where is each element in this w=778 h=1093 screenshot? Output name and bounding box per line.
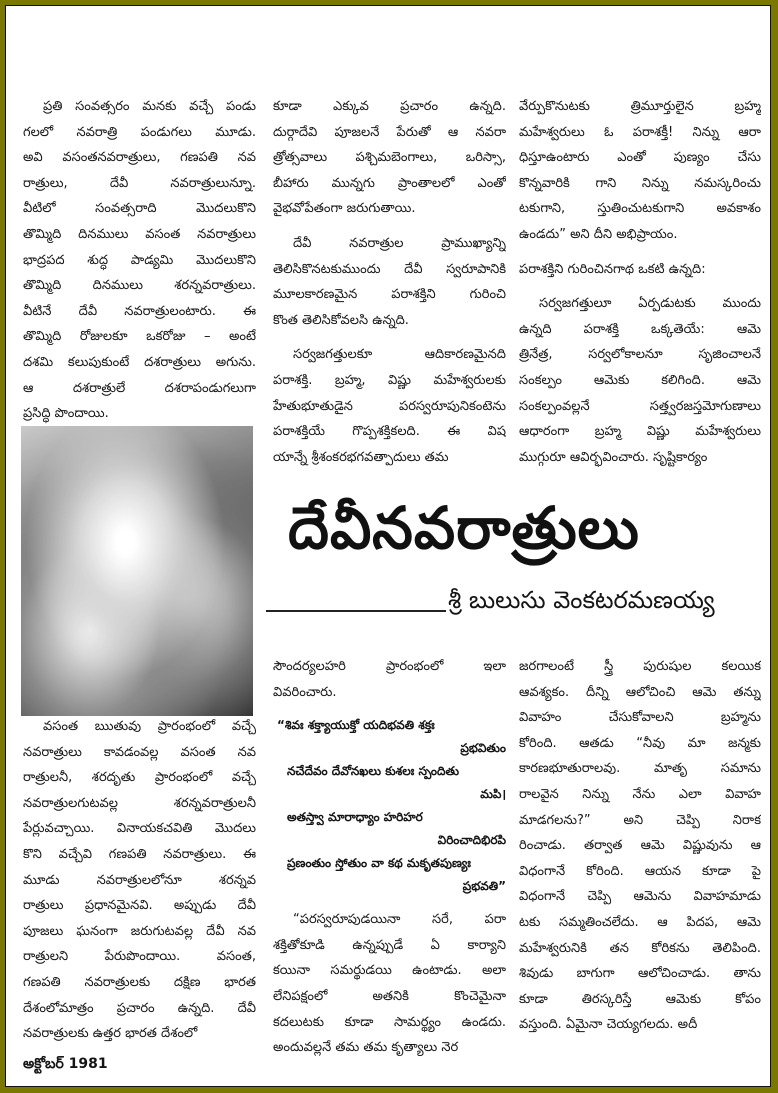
text-line: అవి వసంతనవరాత్రులు, గణపతి నవ xyxy=(23,150,256,166)
text-line: కొంత తెలిసికోవలసి ఉన్నది. xyxy=(273,312,409,328)
magazine-page xyxy=(5,5,771,1087)
text-line: ప్రభవతి” xyxy=(462,879,506,894)
text-line: అందువల్లనే తమ తమ కృత్యాలు నెర xyxy=(273,1040,459,1056)
column-3-top xyxy=(519,94,761,479)
paragraph xyxy=(519,291,761,470)
text-line: గణపతి నవరాత్రులకు దక్షిణ భారత xyxy=(23,974,256,990)
text-line: ఆవశ్యకం. దీన్ని ఆలోచించి ఆమె తన్ను xyxy=(519,684,761,700)
text-line: టకుగాని, స్తుతించుటకుగాని అవకాశం xyxy=(519,201,761,217)
text-line: సౌందర్యలహరి ప్రారంభంలో ఇలా xyxy=(273,659,506,674)
text-line: సంకల్పంవల్లనే సత్త్వరజస్తమోగుణాలు xyxy=(519,398,761,414)
text-line: రించాడు. తర్వాత ఆమె విష్ణువును ఆ xyxy=(519,838,761,854)
text-line: భాద్రపద శుద్ధ పాడ్యమి మొదలుకొని xyxy=(23,252,256,268)
text-line: కయినా సమర్థుడయి ఉంటాడు. అలా xyxy=(273,963,506,979)
paragraph xyxy=(519,94,761,248)
paragraph xyxy=(273,231,506,333)
paragraph xyxy=(273,342,506,470)
text-line: మహేశ్వరులు ఓ పరాశక్తీ! నిన్ను ఆరా xyxy=(519,124,761,140)
text-line: తెలిసికొనటకుముందు దేవీ స్వరూపానికి xyxy=(273,261,506,277)
article-title: దేవీనవరాత్రులు xyxy=(288,494,640,562)
text-line: పరాశక్తియే గొప్పశక్తికలది. ఈ విష xyxy=(273,424,506,440)
text-line: పేర్లువచ్చాయి. వినాయకచవితి మొదలు xyxy=(23,821,256,837)
text-line: దశమి కలుపుకుంటే దశరాత్రులు అగును. xyxy=(23,354,256,370)
text-line: శక్తితోకూడి ఉన్నప్పుడే ఏ కార్యాని xyxy=(273,937,506,953)
column-1-bottom xyxy=(23,714,256,1056)
text-line: తొమ్మిది దినములు వసంత నవరాత్రులు xyxy=(23,226,256,242)
text-line: వివాహం చేసుకోవాలని బ్రహ్మను xyxy=(519,710,761,726)
text-line: కారణభూతురాలవు. మాతృ సమాను xyxy=(519,761,761,777)
column-1-top xyxy=(23,94,256,436)
text-line: సర్వజగత్తులూ ఏర్పడుటకు ముందు xyxy=(539,296,761,312)
text-line: విరించాదిభిరపి xyxy=(437,833,506,848)
text-line: పూజలు ఘనంగా జరుగుటవల్ల దేవీ నవ xyxy=(23,923,256,939)
text-line: వివరించారు. xyxy=(273,684,337,700)
text-line: టకు సమ్మతించలేదు. ఆ పిదప, ఆమె xyxy=(519,914,761,930)
goddess-sculpture-photo xyxy=(21,426,253,716)
paragraph xyxy=(23,94,256,427)
paragraph xyxy=(273,654,506,705)
text-line: కోరింది. ఆతడు “నీవు మా జన్మకు xyxy=(519,735,761,751)
column-2-top xyxy=(273,94,506,479)
text-line: త్రోత్సవాలు పశ్చిమబెంగాలు, ఒరిస్సా, xyxy=(273,150,506,166)
text-line: ఆ దశరాత్రులే దశరాపండుగలుగా xyxy=(23,380,256,396)
text-line: నవరాత్రులగుటవల్ల శరన్నవరాత్రులనీ xyxy=(23,795,256,811)
text-line: ఉండదు” అని దీని అభిప్రాయం. xyxy=(519,226,678,242)
text-line: సంకల్పం ఆమెకు కలిగింది. ఆమె xyxy=(519,372,761,388)
column-3-bottom xyxy=(519,654,761,1047)
text-line: ఆధారంగా బ్రహ్మ విష్ణు మహేశ్వరులు xyxy=(519,424,761,440)
text-line: నవరాత్రులకు ఉత్తర భారత దేశంలో xyxy=(23,1026,198,1042)
text-line: యాన్నే శ్రీశంకరభగవత్పాదులు తమ xyxy=(273,449,449,465)
text-line: బీహారు మున్నగు ప్రాంతాలలో ఎంతో xyxy=(273,175,506,191)
text-line: పరాశక్తి. బ్రహ్మ, విష్ణు మహేశ్వరులకు xyxy=(273,372,506,388)
text-line: హేతుభూతుడైన పరస్వరూపునికంటెను xyxy=(273,398,506,414)
text-line: మూలకారణమైన పరాశక్తిని గురించి xyxy=(273,287,506,303)
text-line: విధంగానే చెప్పి ఆమెను వివాహమాడు xyxy=(519,889,761,905)
text-line: దేవీ నవరాత్రుల ప్రాముఖ్యాన్ని xyxy=(293,235,506,251)
byline-rule xyxy=(266,610,446,612)
text-line: మహేశ్వరునికి తన కోరికను తెలిపింది. xyxy=(519,940,761,956)
column-2-bottom xyxy=(273,654,506,1070)
text-line: వేర్పుకొనుటకు త్రిమూర్తులైన బ్రహ్మ xyxy=(519,99,761,114)
text-line: పరాశక్తిని గురించినగాథ ఒకటి ఉన్నది: xyxy=(519,261,706,277)
text-line: ప్రసిద్ధి పొందాయి. xyxy=(23,406,109,422)
paragraph xyxy=(519,257,761,283)
text-line: కూడా తిరస్కరిస్తే ఆమెకు కోపం xyxy=(519,991,761,1007)
article-byline: శ్రీ బులుసు వెంకటరమణయ్య xyxy=(448,586,715,614)
text-line: వైభవోపేతంగా జరుగుతాయి. xyxy=(273,201,416,217)
text-line: గలలో నవరాత్రి పండుగలు మూడు. xyxy=(23,124,256,140)
paragraph xyxy=(23,714,256,1047)
text-line: దేశంలోమాత్రం ప్రచారం ఉన్నది. దేవీ xyxy=(23,1000,256,1016)
issue-date: అక్టోబర్ 1981 xyxy=(23,1056,108,1072)
text-line: కూడా ఎక్కువ ప్రచారం ఉన్నది. xyxy=(273,99,506,114)
text-line: తొమ్మిది దినములు శరన్నవరాత్రులు. xyxy=(23,278,256,294)
text-line: రాత్రులని పేరుపొందాయి. వసంత, xyxy=(23,949,256,965)
text-line: త్రినేత్ర, సర్వలోకాలనూ సృజించాలనే xyxy=(519,347,761,363)
text-line: వీటిలో సంవత్సరాది మొదలుకొని xyxy=(23,201,256,217)
text-line: మపి। xyxy=(480,787,506,802)
text-line: కొన్నవారికి గాని నిన్ను నమస్కరించు xyxy=(519,175,761,191)
text-line: ముగ్గురూ ఆవిర్భవించారు. సృష్టికార్యం xyxy=(519,449,708,465)
paragraph xyxy=(273,94,506,222)
text-line: మూడు నవరాత్రులలోనూ శరన్నవ xyxy=(23,872,256,888)
text-line: “పరస్వరూపుడయినా సరే, పరా xyxy=(293,912,506,928)
paragraph xyxy=(519,654,761,1038)
text-line: ఉన్నది పరాశక్తి ఒక్కతెయే: ఆమె xyxy=(519,321,761,337)
text-line: నచేదేవం దేవోనఖలు కుశలః స్పందితు xyxy=(287,764,459,779)
text-line: అతస్త్వా మారాధ్యాం హరిహర xyxy=(287,810,423,825)
text-line: ప్రణంతుం స్తోతుం వా కథ మకృతపుణ్యః xyxy=(287,856,471,871)
text-line: వీటినే దేవీ నవరాత్రులంటారు. ఈ xyxy=(23,303,256,319)
text-line: రాత్రులు ప్రధానమైనవి. అప్పుడు దేవీ xyxy=(23,898,256,914)
text-line: విధంగానే కోరింది. ఆయన కూడా పై xyxy=(519,863,761,879)
sanskrit-verse xyxy=(273,714,506,898)
text-line: సర్వజగత్తులకూ ఆదికారణమైనది xyxy=(293,347,506,363)
text-line: రాత్రులు, దేవీ నవరాత్రులున్నూ. xyxy=(23,175,256,191)
text-line: ప్రతి సంవత్సరం మనకు వచ్చే పండు xyxy=(43,99,256,114)
text-line: జరగాలంటే స్త్రీ పురుషుల కలయిక xyxy=(519,659,761,674)
text-line: దుర్గాదేవి పూజలనే పేరుతో ఆ నవరా xyxy=(273,124,506,140)
text-line: లేనిపక్షంలో అతనికి కొంచెమైనా xyxy=(273,988,506,1004)
text-line: రాత్రులనీ, శరదృతు ప్రారంభంలో వచ్చే xyxy=(23,770,256,786)
text-line: రాలవైన నిన్ను నేను ఎలా వివాహ xyxy=(519,786,761,802)
text-line: తొమ్మిది రోజులకూ ఒకరోజు – అంటే xyxy=(23,329,256,345)
paragraph xyxy=(273,907,506,1061)
text-line: కొని వచ్చేవి గణపతి నవరాత్రులు. ఈ xyxy=(23,846,256,862)
text-line: ప్రభవితుం xyxy=(460,741,506,756)
text-line: శివుడు బాగుగా ఆలోచించాడు. తాను xyxy=(519,966,761,982)
text-line: మాడగలను?” అని చెప్పి నిరాక xyxy=(519,812,761,828)
text-line: వసంత ఋతువు ప్రారంభంలో వచ్చే xyxy=(43,719,256,734)
text-line: నవరాత్రులు కావడంవల్ల వసంత నవ xyxy=(23,744,256,760)
text-line: “శివః శక్త్యాయుక్తో యదిభవతి శక్తః xyxy=(277,718,435,733)
text-line: వస్తుంది. ఏమైనా చెయ్యగలదు. అదీ xyxy=(519,1017,698,1033)
text-line: కదలుటకు కూడా సామర్థ్యం ఉండదు. xyxy=(273,1014,506,1030)
text-line: ధిస్తూఉంటారు ఎంతో పుణ్యం చేసు xyxy=(519,150,761,166)
